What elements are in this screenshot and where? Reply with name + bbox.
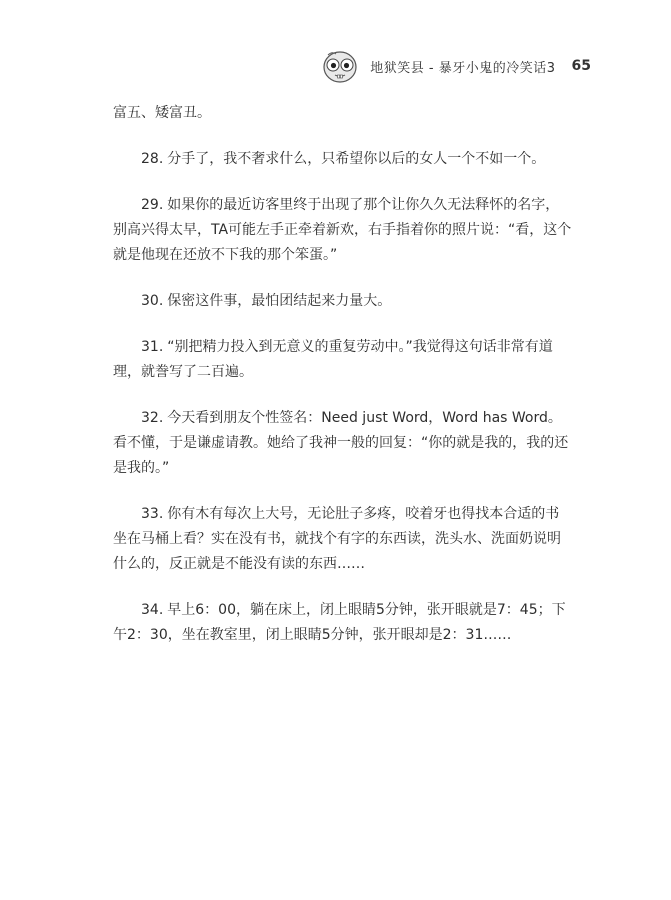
item-text: 分手了，我不奢求什么，只希望你以后的女人一个不如一个。 xyxy=(167,151,546,167)
joke-item-34 xyxy=(113,598,573,648)
running-header xyxy=(320,44,591,88)
item-number: 30. xyxy=(141,293,164,309)
paragraph-text: 富五、矮富丑。 xyxy=(113,105,211,121)
item-number: 33. xyxy=(141,506,164,522)
item-text: 如果你的最近访客里终于出现了那个让你久久无法释怀的名字，别高兴得太早，TA可能左手正牵着新欢，右手指着你的照片说：“看，这个就是他现在还放不下我的那个笨蛋。” xyxy=(113,197,572,263)
joke-item-32 xyxy=(113,406,573,481)
item-number: 32. xyxy=(141,410,164,426)
item-text: “别把精力投入到无意义的重复劳动中。”我觉得这句话非常有道理，就誊写了二百遍。 xyxy=(113,339,553,380)
continued-paragraph xyxy=(113,101,573,126)
cartoon-ghost-head-icon xyxy=(320,46,360,86)
item-number: 31. xyxy=(141,339,164,355)
joke-item-28 xyxy=(113,147,573,172)
item-text: 保密这件事，最怕团结起来力量大。 xyxy=(167,293,392,309)
item-text: 早上6：00，躺在床上，闭上眼睛5分钟，张开眼就是7：45；下午2：30，坐在教室里，闭上眼睛5分钟，张开眼却是2：31…… xyxy=(113,602,566,643)
joke-item-31 xyxy=(113,335,573,385)
item-number: 29. xyxy=(141,197,164,213)
running-header-title: 地狱笑县 - 暴牙小鬼的冷笑话3 xyxy=(370,60,556,76)
item-number: 28. xyxy=(141,151,164,167)
page-number: 65 xyxy=(571,58,591,74)
item-number: 34. xyxy=(141,602,164,618)
item-text: 你有木有每次上大号，无论肚子多疼，咬着牙也得找本合适的书坐在马桶上看？实在没有书，就找个有字的东西读，洗头水、洗面奶说明什么的，反正就是不能没有读的东西…… xyxy=(113,506,561,572)
joke-item-30 xyxy=(113,289,573,314)
joke-item-29 xyxy=(113,193,573,268)
page-body xyxy=(113,101,573,669)
item-text: 今天看到朋友个性签名：Need just Word，Word has Word。看不懂，于是谦虚请教。她给了我神一般的回复：“你的就是我的，我的还是我的。” xyxy=(113,410,569,476)
joke-item-33 xyxy=(113,502,573,577)
